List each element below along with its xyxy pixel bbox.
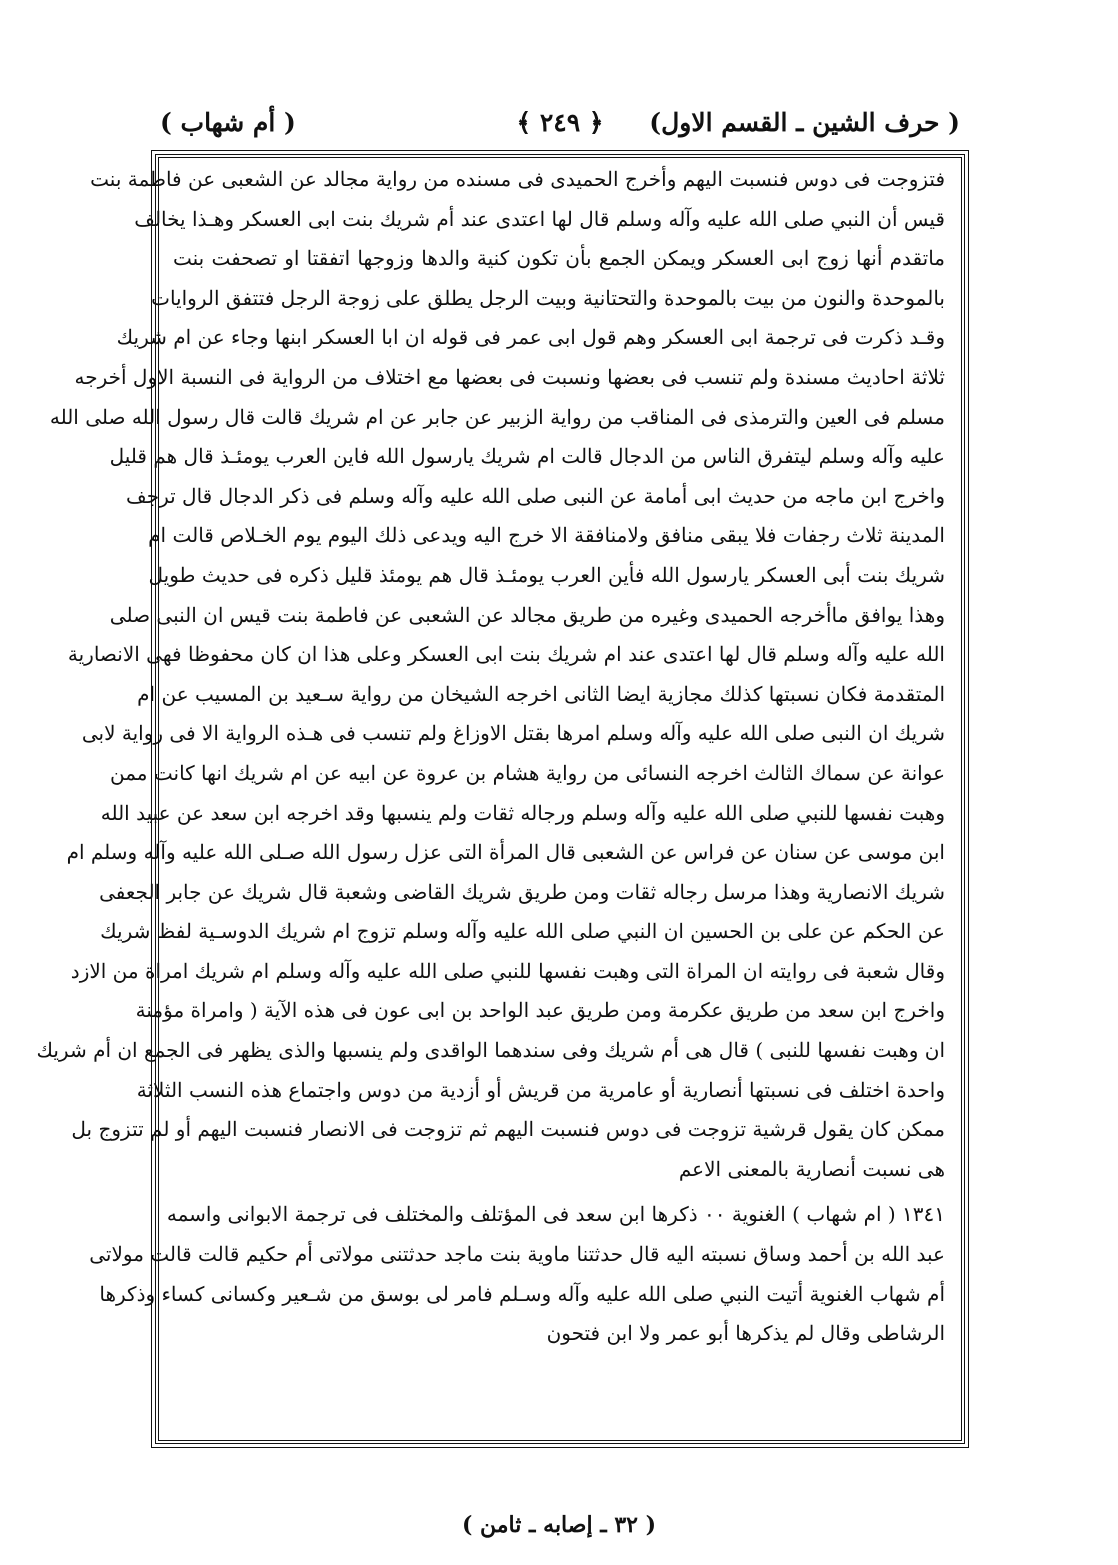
text-line: وهبت نفسها للنبي صلى الله عليه وآله وسلم ورجاله ثقات ولم ينسبها وقد اخرجه ابن سعد عن عبيد الله <box>100 800 945 825</box>
text-line: عن الحكم عن على بن الحسين ان النبي صلى الله عليه وآله وسلم تزوج ام شريك الدوسـية لفظ شريك <box>100 919 945 944</box>
text-line: عبد الله بن أحمد وساق نسبته اليه قال حدثتنا ماوية بنت ماجد حدثتنى مولاتى أم حكيم قالت قالت مولاتى <box>89 1242 945 1267</box>
text-line: واخرج ابن سعد من طريق عكرمة ومن طريق عبد الواحد بن ابى عون فى هذه الآية ( وامراة مؤمنة <box>135 998 945 1023</box>
text-line: أم شهاب الغنوية أتيت النبي صلى الله عليه وآله وسـلم فامر لى بوسق من شـعير وكسانى كساء وذكرها <box>99 1281 945 1306</box>
text-line: ممكن كان يقول قرشية تزوجت فى دوس فنسبت اليهم ثم تزوجت فى الانصار فنسبت اليهم أو لم تتزوج بل <box>71 1117 945 1142</box>
page-header <box>160 108 960 148</box>
text-line: واحدة اختلف فى نسبتها أنصارية أو عامرية من قريش أو أزدية من دوس واجتماع هذه النسب الثلاثة <box>136 1077 945 1102</box>
main-text <box>36 160 946 1354</box>
text-line: شريك بنت أبى العسكر يارسول الله فأين العرب يومئـذ قال هم يومئذ قليل ذكره فى حديث طويل <box>148 562 945 587</box>
continued-entry <box>36 160 946 1189</box>
text-line: واخرج ابن ماجه من حديث ابى أمامة عن النبى صلى الله عليه وآله وسلم فى ذكر الدجال قال ترجف <box>126 483 945 508</box>
text-line: عليه وآله وسلم ليتفرق الناس من الدجال قالت ام شريك يارسول الله فاين العرب يومئـذ قال هم قليل <box>109 444 945 469</box>
text-line: عوانة عن سماك الثالث اخرجه النسائى من رواية هشام بن عروة عن ابيه عن ام شريك انها كانت ممن <box>110 760 945 785</box>
text-line: المدينة ثلاث رجفات فلا يبقى منافق ولامنافقة الا خرج اليه ويدعى ذلك اليوم يوم الخـلاص قالت ام <box>148 523 945 548</box>
chapter-title: ( حرف الشين ـ القسم الاول) <box>649 108 960 137</box>
text-line: ابن موسى عن سنان عن فراس عن الشعبى قال المرأة التى عزل رسول الله صـلى الله عليه وآله وسلم ام <box>66 840 945 865</box>
text-line: ثلاثة احاديث مسندة ولم تنسب فى بعضها ونسبت فى بعضها مع اختلاف من الرواية فى النسبة الاول أخرجه <box>74 364 945 389</box>
text-line: ١٣٤١ ( ام شهاب ) الغنوية ٠٠ ذكرها ابن سعد فى المؤتلف والمختلف فى ترجمة الابوانى واسمه <box>166 1202 945 1227</box>
text-line: مسلم فى العين والترمذى فى المناقب من رواية الزبير عن جابر عن ام شريك قالت قال رسول الله صلى الله <box>49 404 945 429</box>
entry-1341 <box>89 1195 945 1353</box>
text-line: المتقدمة فكان نسبتها كذلك مجازية ايضا الثانى اخرجه الشيخان من رواية سـعيد بن المسيب عن ام <box>137 681 945 706</box>
text-line: ماتقدم أنها زوج ابى العسكر ويمكن الجمع بأن تكون كنية والدها وزوجها اتفقتا او تصحفت بنت <box>173 246 946 271</box>
text-line: شريك الانصارية وهذا مرسل رجاله ثقات ومن طريق شريك القاضى وشعبة قال شريك عن جابر الجعفى <box>99 879 945 904</box>
page-number: ﴿ ٢٤٩ ﴾ <box>516 108 604 137</box>
text-line: هى نسبت أنصارية بالمعنى الاعم <box>678 1156 945 1181</box>
text-line: فتزوجت فى دوس فنسبت اليهم وأخرج الحميدى فى مسنده من رواية مجالد عن الشعبى عن فاطمة بنت <box>90 167 945 191</box>
text-line: وقال شعبة فى روايته ان المراة التى وهبت نفسها للنبي صلى الله عليه وآله وسلم ام شريك امراة من الازد <box>70 958 945 983</box>
text-line: وهذا يوافق ماأخرجه الحميدى وغيره من طريق مجالد عن الشعبى عن فاطمة بنت قيس ان النبى صلى <box>109 602 945 627</box>
text-line: ان وهبت نفسها للنبى ) قال هى أم شريك وفى سندهما الواقدى ولم ينسبها والذى يظهر فى الجمع ان أم شريك <box>36 1038 945 1063</box>
text-line: قيس أن النبي صلى الله عليه وآله وسلم قال لها اعتدى عند أم شريك بنت ابى العسكر وهـذا يخالف <box>134 206 945 231</box>
entry-heading: ( أم شهاب ) <box>160 108 296 137</box>
text-line: شريك ان النبى صلى الله عليه وآله وسلم امرها بقتل الاوزاغ ولم تنسب فى هـذه الرواية الا فى رواية لابى <box>81 721 945 746</box>
text-line: الرشاطى وقال لم يذكرها أبو عمر ولا ابن فتحون <box>546 1321 945 1346</box>
text-line: بالموحدة والنون من بيت بالموحدة والتحتانية وبيت الرجل يطلق على زوجة الرجل فتتفق الروايات <box>151 285 945 310</box>
text-line: الله عليه وآله وسلم قال لها اعتدى عند ام شريك بنت ابى العسكر وعلى هذا ان كان محفوظا فهى الانصارية <box>67 642 945 667</box>
text-line: وقـد ذكرت فى ترجمة ابى العسكر وهم قول ابى عمر فى قوله ان ابا العسكر ابنها وجاء عن ام شريك <box>116 325 945 350</box>
page-footer-signature: ( ٣٢ ـ إصابه ـ ثامن ) <box>461 1512 657 1538</box>
